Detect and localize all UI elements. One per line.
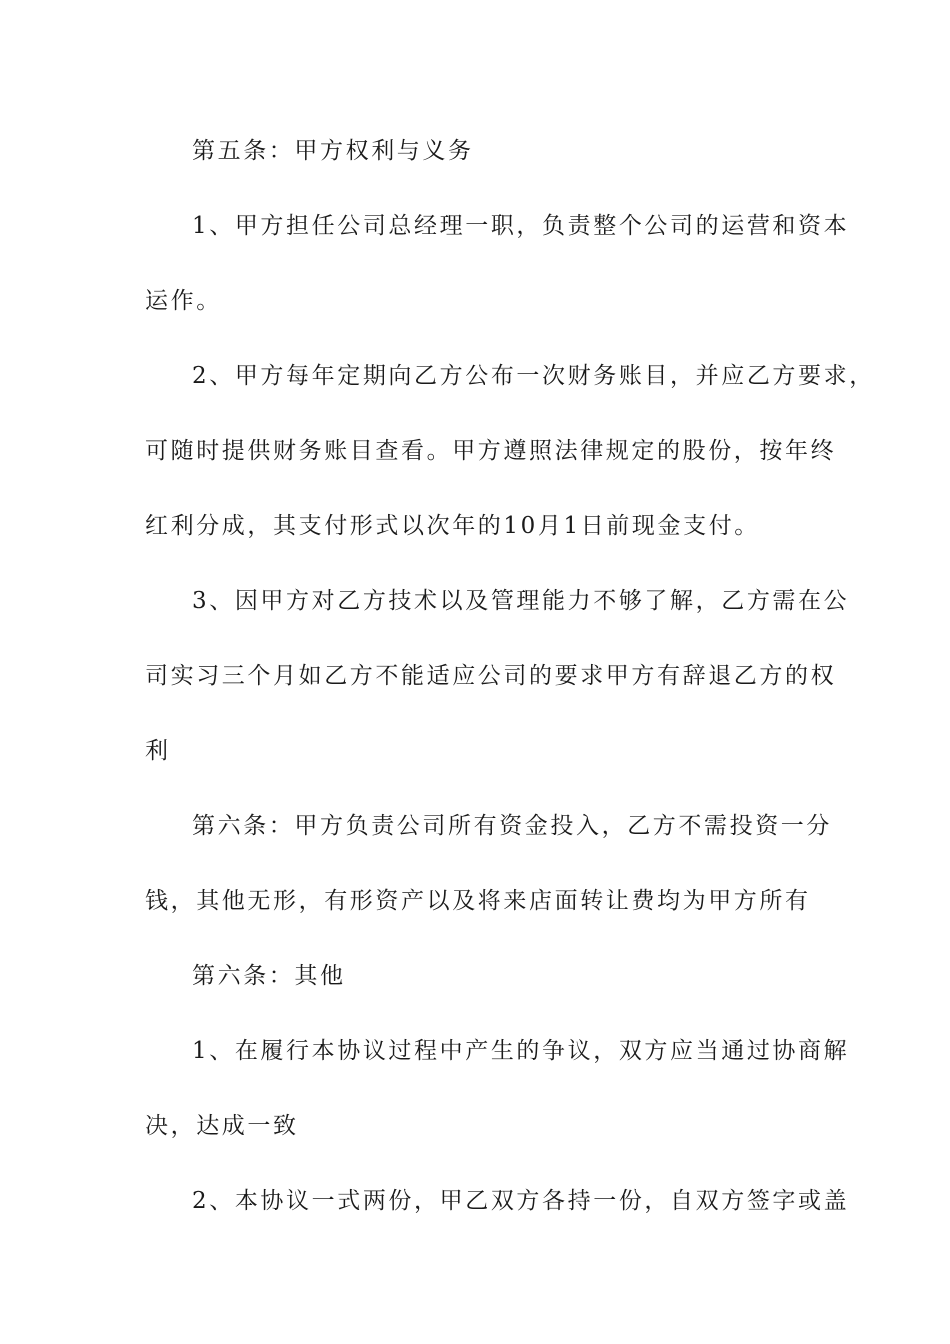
paragraph-line: 红利分成，其支付形式以次年的10月1日前现金支付。 (145, 513, 760, 539)
paragraph-line: 可随时提供财务账目查看。甲方遵照法律规定的股份，按年终 (145, 438, 837, 464)
paragraph-line: 钱，其他无形，有形资产以及将来店面转让费均为甲方所有 (145, 888, 811, 914)
paragraph-line: 2、甲方每年定期向乙方公布一次财务账目，并应乙方要求， (192, 363, 875, 389)
paragraph-line: 1、甲方担任公司总经理一职，负责整个公司的运营和资本 (192, 213, 850, 239)
paragraph-line: 2、本协议一式两份，甲乙双方各持一份，自双方签字或盖 (192, 1188, 850, 1214)
paragraph-line: 运作。 (145, 288, 222, 314)
article-5-heading: 第五条：甲方权利与义务 (192, 138, 474, 164)
paragraph-line: 决，达成一致 (145, 1113, 299, 1139)
article-6-other-heading: 第六条：其他 (192, 963, 346, 989)
paragraph-line: 1、在履行本协议过程中产生的争议，双方应当通过协商解 (192, 1038, 850, 1064)
paragraph-line: 利 (145, 738, 171, 764)
paragraph-line: 3、因甲方对乙方技术以及管理能力不够了解，乙方需在公 (192, 588, 850, 614)
paragraph-line: 司实习三个月如乙方不能适应公司的要求甲方有辞退乙方的权 (145, 663, 837, 689)
article-6-paragraph: 第六条：甲方负责公司所有资金投入，乙方不需投资一分 (192, 813, 832, 839)
